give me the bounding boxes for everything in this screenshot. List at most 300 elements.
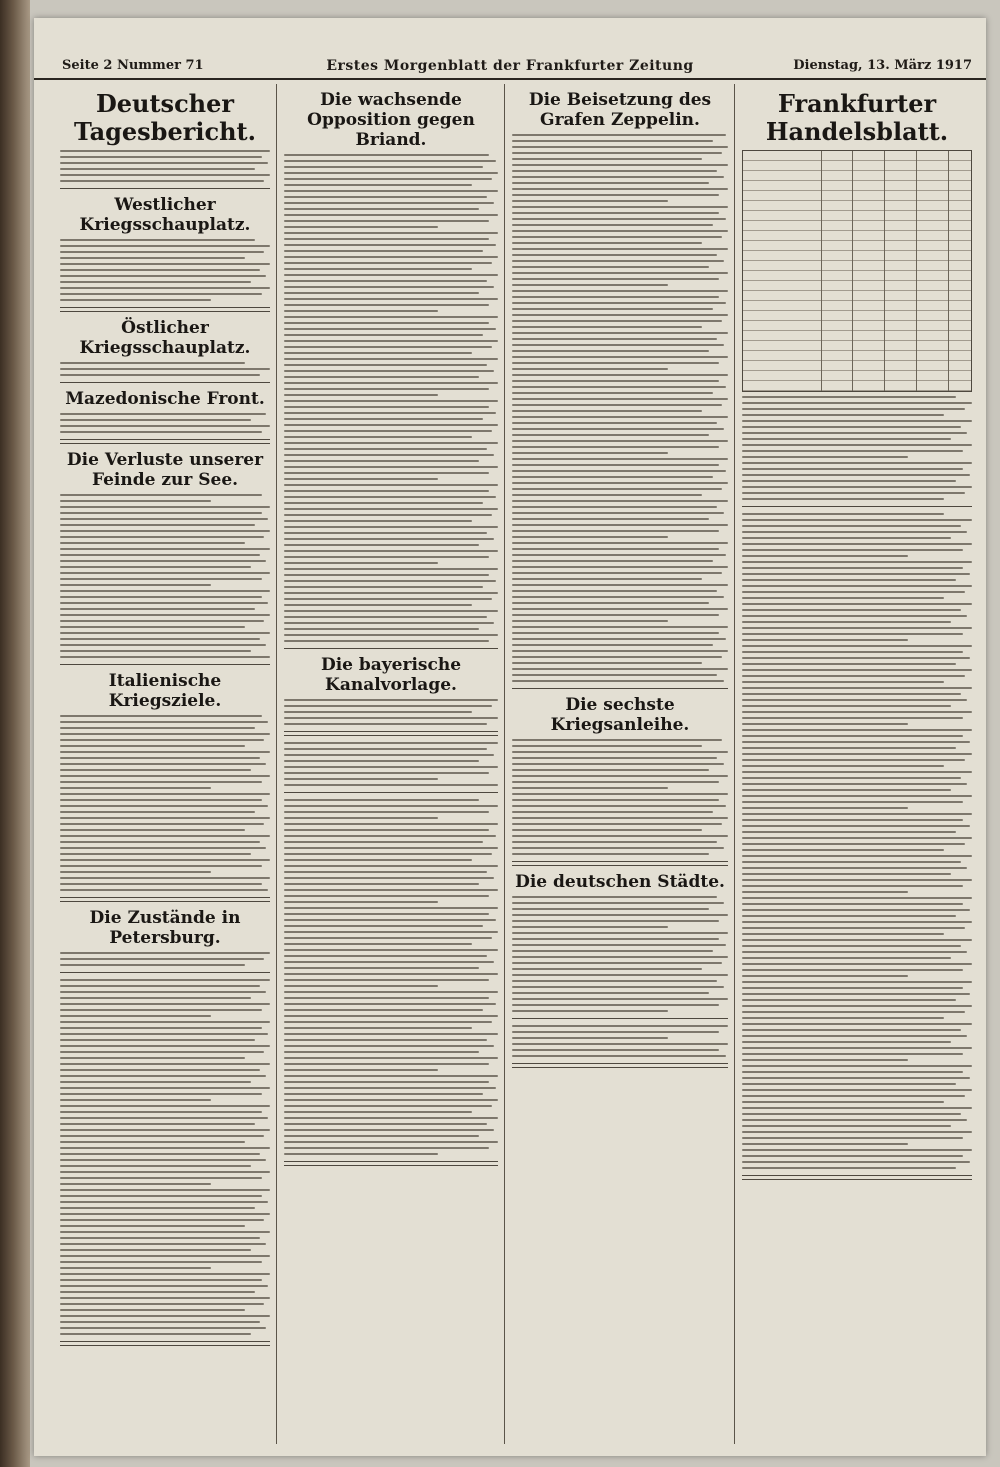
article-text xyxy=(60,715,270,891)
article-headline: Westlicher Kriegsschauplatz. xyxy=(79,195,251,235)
text-line xyxy=(512,338,717,340)
text-line xyxy=(284,1093,483,1095)
text-line xyxy=(742,753,972,755)
text-line xyxy=(60,997,251,999)
text-line xyxy=(512,428,724,430)
text-line xyxy=(742,438,951,440)
text-line xyxy=(60,602,268,604)
text-line xyxy=(284,250,483,252)
text-line xyxy=(284,937,492,939)
text-line xyxy=(284,766,498,768)
text-line xyxy=(60,632,270,634)
text-line xyxy=(742,729,972,731)
text-line xyxy=(512,650,728,652)
text-line xyxy=(60,835,270,837)
text-line xyxy=(512,1004,719,1006)
text-line xyxy=(512,974,728,976)
text-line xyxy=(284,895,489,897)
text-line xyxy=(60,1315,270,1317)
text-line xyxy=(60,1333,251,1335)
text-line xyxy=(512,1049,719,1051)
text-line xyxy=(512,644,713,646)
text-line xyxy=(60,1021,270,1023)
text-line xyxy=(742,1047,972,1049)
text-line xyxy=(742,1107,972,1109)
text-line xyxy=(284,628,479,630)
text-line xyxy=(512,781,719,783)
text-line xyxy=(512,980,717,982)
text-line xyxy=(742,675,965,677)
text-line xyxy=(512,482,728,484)
section-divider xyxy=(60,972,270,973)
text-line xyxy=(284,805,498,807)
text-line xyxy=(60,293,262,295)
text-line xyxy=(60,1309,245,1311)
section-divider xyxy=(512,1063,728,1068)
book-binding xyxy=(0,0,30,1467)
text-line xyxy=(512,578,702,580)
text-line xyxy=(512,920,719,922)
text-line xyxy=(742,885,963,887)
text-line xyxy=(284,823,498,825)
text-line xyxy=(512,998,728,1000)
section-divider xyxy=(60,897,270,902)
text-line xyxy=(742,456,908,458)
text-line xyxy=(284,1033,498,1035)
text-line xyxy=(60,245,270,247)
text-line xyxy=(512,494,702,496)
text-line xyxy=(284,1123,487,1125)
article-text xyxy=(60,952,270,966)
text-line xyxy=(742,621,951,623)
text-line xyxy=(60,859,270,861)
text-line xyxy=(512,308,713,310)
text-line xyxy=(742,1077,970,1079)
text-line xyxy=(512,914,728,916)
text-line xyxy=(512,841,717,843)
text-line xyxy=(284,496,496,498)
text-line xyxy=(742,927,965,929)
text-line xyxy=(284,985,438,987)
text-line xyxy=(60,952,270,954)
text-line xyxy=(284,214,498,216)
article-text xyxy=(742,513,972,1169)
text-line xyxy=(60,781,262,783)
section-divider xyxy=(512,861,728,866)
article-headline: Die wachsende Opposition gegen Briand. xyxy=(307,90,475,150)
text-line xyxy=(742,963,972,965)
text-line xyxy=(60,799,262,801)
text-line xyxy=(742,1125,951,1127)
text-line xyxy=(742,474,970,476)
masthead xyxy=(34,56,986,80)
text-line xyxy=(512,769,709,771)
text-line xyxy=(60,644,266,646)
text-line xyxy=(60,1243,266,1245)
text-line xyxy=(284,550,498,552)
text-line xyxy=(284,328,496,330)
text-line xyxy=(284,1075,498,1077)
article-text xyxy=(60,239,270,301)
text-line xyxy=(742,807,908,809)
text-line xyxy=(284,1117,498,1119)
text-line xyxy=(512,254,717,256)
text-line xyxy=(60,1213,270,1215)
article-text xyxy=(284,742,498,786)
text-line xyxy=(742,1017,944,1019)
text-line xyxy=(284,262,492,264)
text-line xyxy=(284,580,496,582)
table-row xyxy=(743,191,971,201)
text-line xyxy=(512,1043,728,1045)
text-line xyxy=(742,693,961,695)
text-line xyxy=(512,512,724,514)
text-line xyxy=(742,747,956,749)
text-line xyxy=(512,236,722,238)
text-line xyxy=(512,992,709,994)
text-line xyxy=(284,877,494,879)
text-line xyxy=(60,614,270,616)
text-line xyxy=(284,1147,489,1149)
text-line xyxy=(742,723,908,725)
text-line xyxy=(60,1117,268,1119)
text-line xyxy=(742,1089,972,1091)
text-line xyxy=(512,266,709,268)
text-line xyxy=(512,476,713,478)
text-line xyxy=(60,853,251,855)
text-line xyxy=(60,979,270,981)
text-line xyxy=(60,1027,262,1029)
text-line xyxy=(742,669,972,671)
section-divider xyxy=(60,382,270,383)
text-line xyxy=(60,368,270,370)
text-line xyxy=(742,771,972,773)
column-rule xyxy=(276,84,277,1444)
text-line xyxy=(512,944,726,946)
text-line xyxy=(284,364,487,366)
article-text xyxy=(284,154,498,642)
text-line xyxy=(512,134,726,136)
text-line xyxy=(284,799,479,801)
text-line xyxy=(284,949,498,951)
text-line xyxy=(742,783,967,785)
text-line xyxy=(60,1087,270,1089)
text-line xyxy=(284,394,438,396)
text-line xyxy=(284,997,489,999)
text-line xyxy=(512,626,728,628)
table-row xyxy=(743,331,971,341)
text-line xyxy=(512,1055,726,1057)
text-line xyxy=(284,967,479,969)
text-line xyxy=(284,1057,498,1059)
table-row xyxy=(743,251,971,261)
text-line xyxy=(512,320,722,322)
text-line xyxy=(60,263,270,265)
text-line xyxy=(60,823,264,825)
article-headline: Die Beisetzung des Grafen Zeppelin. xyxy=(528,90,712,130)
text-line xyxy=(742,1029,961,1031)
text-line xyxy=(284,1141,498,1143)
text-line xyxy=(60,1297,270,1299)
text-line xyxy=(742,819,963,821)
text-line xyxy=(742,1041,951,1043)
text-line xyxy=(284,817,438,819)
text-line xyxy=(512,793,728,795)
text-line xyxy=(284,448,487,450)
text-line xyxy=(284,430,492,432)
text-line xyxy=(60,431,262,433)
text-line xyxy=(742,801,963,803)
table-row xyxy=(743,241,971,251)
text-line xyxy=(742,759,965,761)
article-headline: Die sechste Kriegsanleihe. xyxy=(550,695,690,735)
text-line xyxy=(60,548,270,550)
text-line xyxy=(284,705,492,707)
text-line xyxy=(284,472,489,474)
text-line xyxy=(60,865,262,867)
text-line xyxy=(742,915,956,917)
text-line xyxy=(60,156,262,158)
text-line xyxy=(284,1015,498,1017)
text-line xyxy=(512,302,726,304)
text-line xyxy=(60,162,268,164)
text-line xyxy=(512,224,713,226)
text-line xyxy=(742,579,956,581)
text-line xyxy=(284,358,498,360)
text-line xyxy=(512,296,719,298)
text-line xyxy=(742,633,963,635)
text-line xyxy=(512,380,719,382)
section-divider xyxy=(60,307,270,312)
text-line xyxy=(284,268,472,270)
text-line xyxy=(60,168,255,170)
text-line xyxy=(284,286,494,288)
table-row xyxy=(743,341,971,351)
text-line xyxy=(512,356,728,358)
text-line xyxy=(284,184,472,186)
text-line xyxy=(512,158,702,160)
text-line xyxy=(284,1027,472,1029)
text-line xyxy=(512,1037,668,1039)
section-divider xyxy=(284,731,498,736)
article-text xyxy=(60,494,270,658)
text-line xyxy=(60,512,262,514)
text-line xyxy=(512,248,728,250)
table-column-rule xyxy=(948,151,949,391)
text-line xyxy=(512,530,719,532)
text-line xyxy=(512,344,724,346)
text-line xyxy=(60,1189,270,1191)
text-line xyxy=(60,1327,266,1329)
text-line xyxy=(284,316,498,318)
text-line xyxy=(60,1291,255,1293)
text-line xyxy=(512,434,709,436)
text-line xyxy=(742,1065,972,1067)
table-row xyxy=(743,171,971,181)
text-line xyxy=(512,452,668,454)
table-row xyxy=(743,371,971,381)
text-line xyxy=(284,256,498,258)
text-line xyxy=(60,805,268,807)
text-line xyxy=(60,958,264,960)
text-line xyxy=(742,873,951,875)
text-line xyxy=(60,419,251,421)
text-line xyxy=(742,897,972,899)
text-line xyxy=(284,841,483,843)
text-line xyxy=(512,446,719,448)
article-headline: Die deutschen Städte. xyxy=(515,872,725,892)
text-line xyxy=(60,374,260,376)
article-headline: Die Verluste unserer Feinde zur See. xyxy=(66,450,264,490)
text-line xyxy=(512,386,726,388)
text-line xyxy=(742,1023,972,1025)
section-divider xyxy=(512,1018,728,1019)
text-line xyxy=(284,1045,494,1047)
text-line xyxy=(284,1021,492,1023)
text-line xyxy=(284,1135,479,1137)
text-line xyxy=(60,287,270,289)
text-line xyxy=(742,957,951,959)
text-line xyxy=(742,1071,963,1073)
text-line xyxy=(60,1279,262,1281)
section-divider xyxy=(742,1175,972,1180)
text-line xyxy=(284,772,489,774)
table-row xyxy=(743,151,971,161)
text-line xyxy=(60,1165,251,1167)
text-line xyxy=(60,180,264,182)
text-line xyxy=(742,1059,908,1061)
text-line xyxy=(284,226,438,228)
text-line xyxy=(60,590,270,592)
text-line xyxy=(284,1069,438,1071)
text-line xyxy=(512,536,668,538)
article-text xyxy=(512,896,728,1012)
text-line xyxy=(512,416,728,418)
table-row xyxy=(743,291,971,301)
text-line xyxy=(512,350,709,352)
newspaper-page xyxy=(34,18,986,1456)
text-line xyxy=(284,610,498,612)
text-line xyxy=(742,597,944,599)
text-line xyxy=(60,1171,270,1173)
text-line xyxy=(284,346,492,348)
text-line xyxy=(60,174,270,176)
text-line xyxy=(60,1231,270,1233)
text-line xyxy=(284,622,494,624)
text-line xyxy=(284,514,492,516)
text-line xyxy=(60,150,270,152)
text-line xyxy=(60,787,211,789)
text-line xyxy=(512,853,709,855)
text-line xyxy=(60,281,251,283)
text-line xyxy=(60,1261,262,1263)
text-line xyxy=(60,596,262,598)
text-line xyxy=(742,1101,944,1103)
text-line xyxy=(512,374,728,376)
text-line xyxy=(284,871,487,873)
article-text xyxy=(512,134,728,682)
text-line xyxy=(60,877,270,879)
text-line xyxy=(742,813,972,815)
text-line xyxy=(512,398,728,400)
text-line xyxy=(60,518,268,520)
text-line xyxy=(742,627,972,629)
text-line xyxy=(742,567,963,569)
text-line xyxy=(60,1069,260,1071)
text-line xyxy=(512,932,728,934)
text-line xyxy=(60,572,270,574)
text-line xyxy=(512,763,724,765)
text-line xyxy=(512,668,728,670)
text-line xyxy=(742,414,944,416)
text-line xyxy=(512,230,728,232)
text-line xyxy=(284,244,496,246)
text-line xyxy=(284,376,479,378)
article-text xyxy=(60,413,270,433)
text-line xyxy=(60,506,270,508)
text-line xyxy=(284,232,498,234)
column-1 xyxy=(60,84,270,1444)
text-line xyxy=(512,662,702,664)
column-4 xyxy=(742,84,972,1444)
text-line xyxy=(60,530,270,532)
text-line xyxy=(742,573,970,575)
text-line xyxy=(284,196,487,198)
text-line xyxy=(284,711,472,713)
text-line xyxy=(284,1003,496,1005)
text-line xyxy=(512,368,668,370)
text-line xyxy=(284,508,498,510)
text-line xyxy=(512,614,719,616)
text-line xyxy=(284,220,489,222)
text-line xyxy=(742,1137,963,1139)
text-line xyxy=(512,1025,728,1027)
text-line xyxy=(742,498,944,500)
text-line xyxy=(60,638,260,640)
section-divider xyxy=(284,792,498,793)
section-divider xyxy=(284,648,498,649)
text-line xyxy=(512,218,726,220)
text-line xyxy=(60,739,264,741)
text-line xyxy=(742,615,967,617)
text-line xyxy=(742,1011,965,1013)
text-line xyxy=(60,811,255,813)
text-line xyxy=(512,410,702,412)
text-line xyxy=(284,616,487,618)
text-line xyxy=(512,775,728,777)
text-line xyxy=(742,513,944,515)
text-line xyxy=(742,993,970,995)
text-line xyxy=(742,861,961,863)
text-line xyxy=(512,811,713,813)
text-line xyxy=(742,585,972,587)
article-text xyxy=(60,150,270,182)
text-line xyxy=(742,951,967,953)
text-line xyxy=(60,608,255,610)
text-line xyxy=(60,626,245,628)
text-line xyxy=(512,584,728,586)
text-line xyxy=(284,778,438,780)
text-line xyxy=(284,784,498,786)
text-line xyxy=(742,837,972,839)
text-line xyxy=(512,847,724,849)
text-line xyxy=(60,1075,266,1077)
text-line xyxy=(284,562,438,564)
text-line xyxy=(512,500,728,502)
text-line xyxy=(284,634,498,636)
text-line xyxy=(284,883,479,885)
text-line xyxy=(60,1105,270,1107)
